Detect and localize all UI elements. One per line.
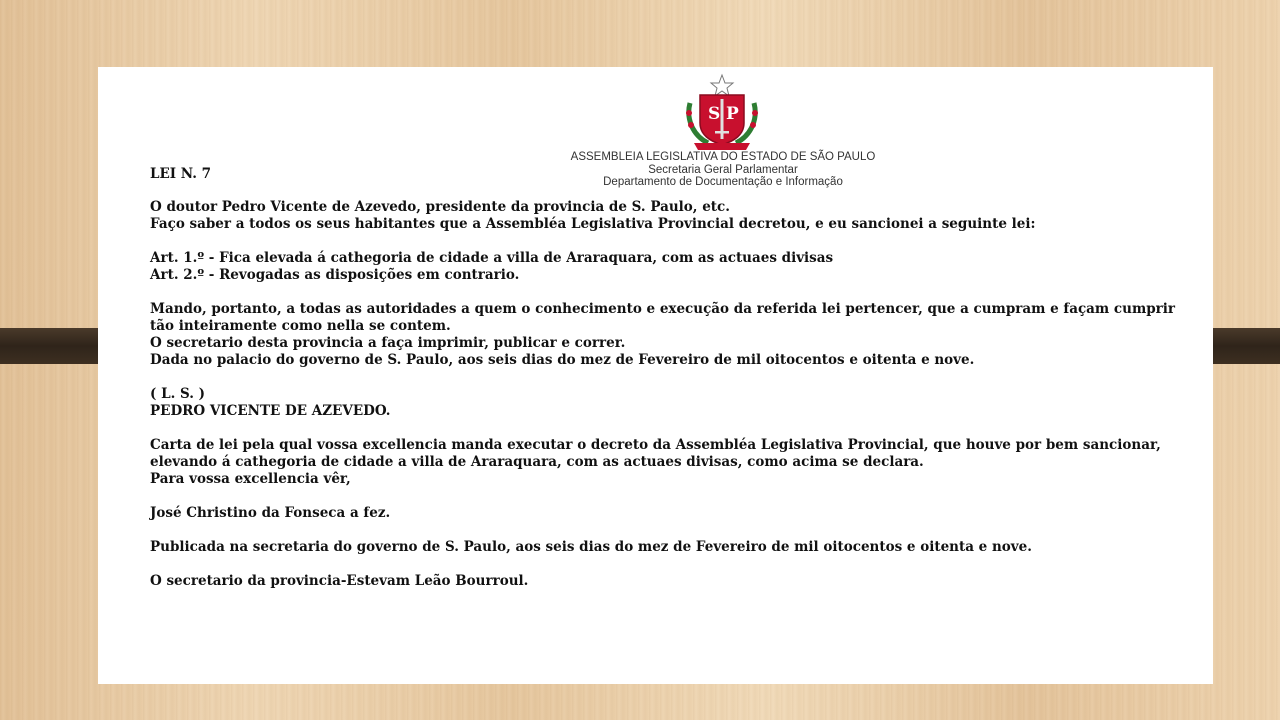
body-line: O doutor Pedro Vicente de Azevedo, presidente da provincia de S. Paulo, etc. <box>150 199 730 215</box>
body-line: Publicada na secretaria do governo de S. Paulo, aos seis dias do mez de Fevereiro de mil oitocentos e oitenta e nove. <box>150 539 1032 555</box>
body-line: Carta de lei pela qual vossa excellencia manda executar o decreto da Assembléa Legislativa Provincial, que houve por bem sancionar, elevando á cathegoria de cidade a villa de Araraquara, com as actuaes divisas, como acima se declara. <box>150 437 1161 470</box>
body-line: Art. 1.º - Fica elevada á cathegoria de cidade a villa de Araraquara, com as actuaes divisas <box>150 250 834 266</box>
emblem-letter-s: S <box>708 104 721 124</box>
institution-header <box>478 151 968 189</box>
law-title: LEI N. 7 <box>150 166 212 182</box>
body-line: O secretario desta provincia a faça imprimir, publicar e correr. <box>150 335 626 351</box>
body-line: Para vossa excellencia vêr, <box>150 471 351 487</box>
sao-paulo-coat-of-arms-icon <box>678 73 766 153</box>
header-line-2: Secretaria Geral Parlamentar <box>648 163 798 176</box>
header-line-3: Departamento de Documentação e Informação <box>603 176 843 188</box>
document-page <box>98 67 1213 684</box>
body-line: Art. 2.º - Revogadas as disposições em contrario. <box>150 267 520 283</box>
body-line: ( L. S. ) <box>150 386 206 402</box>
body-line: Faço saber a todos os seus habitantes que a Assembléa Legislativa Provincial decretou, e eu sancionei a seguinte lei: <box>150 216 1036 232</box>
signature-name: PEDRO VICENTE DE AZEVEDO. <box>150 403 391 419</box>
body-line: Dada no palacio do governo de S. Paulo, aos seis dias do mez de Fevereiro de mil oitocentos e oitenta e nove. <box>150 352 975 368</box>
body-line: Mando, portanto, a todas as autoridades a quem o conhecimento e execução da referida lei pertencer, que a cumpram e façam cumprir tão inteiramente como nella se contem. <box>150 301 1176 334</box>
body-line: O secretario da provincia-Estevam Leão Bourroul. <box>150 573 529 589</box>
body-line: José Christino da Fonseca a fez. <box>150 505 391 521</box>
emblem-letter-p: P <box>726 104 739 124</box>
header-line-1: ASSEMBLEIA LEGISLATIVA DO ESTADO DE SÃO PAULO <box>570 151 876 163</box>
law-body <box>150 199 1185 590</box>
